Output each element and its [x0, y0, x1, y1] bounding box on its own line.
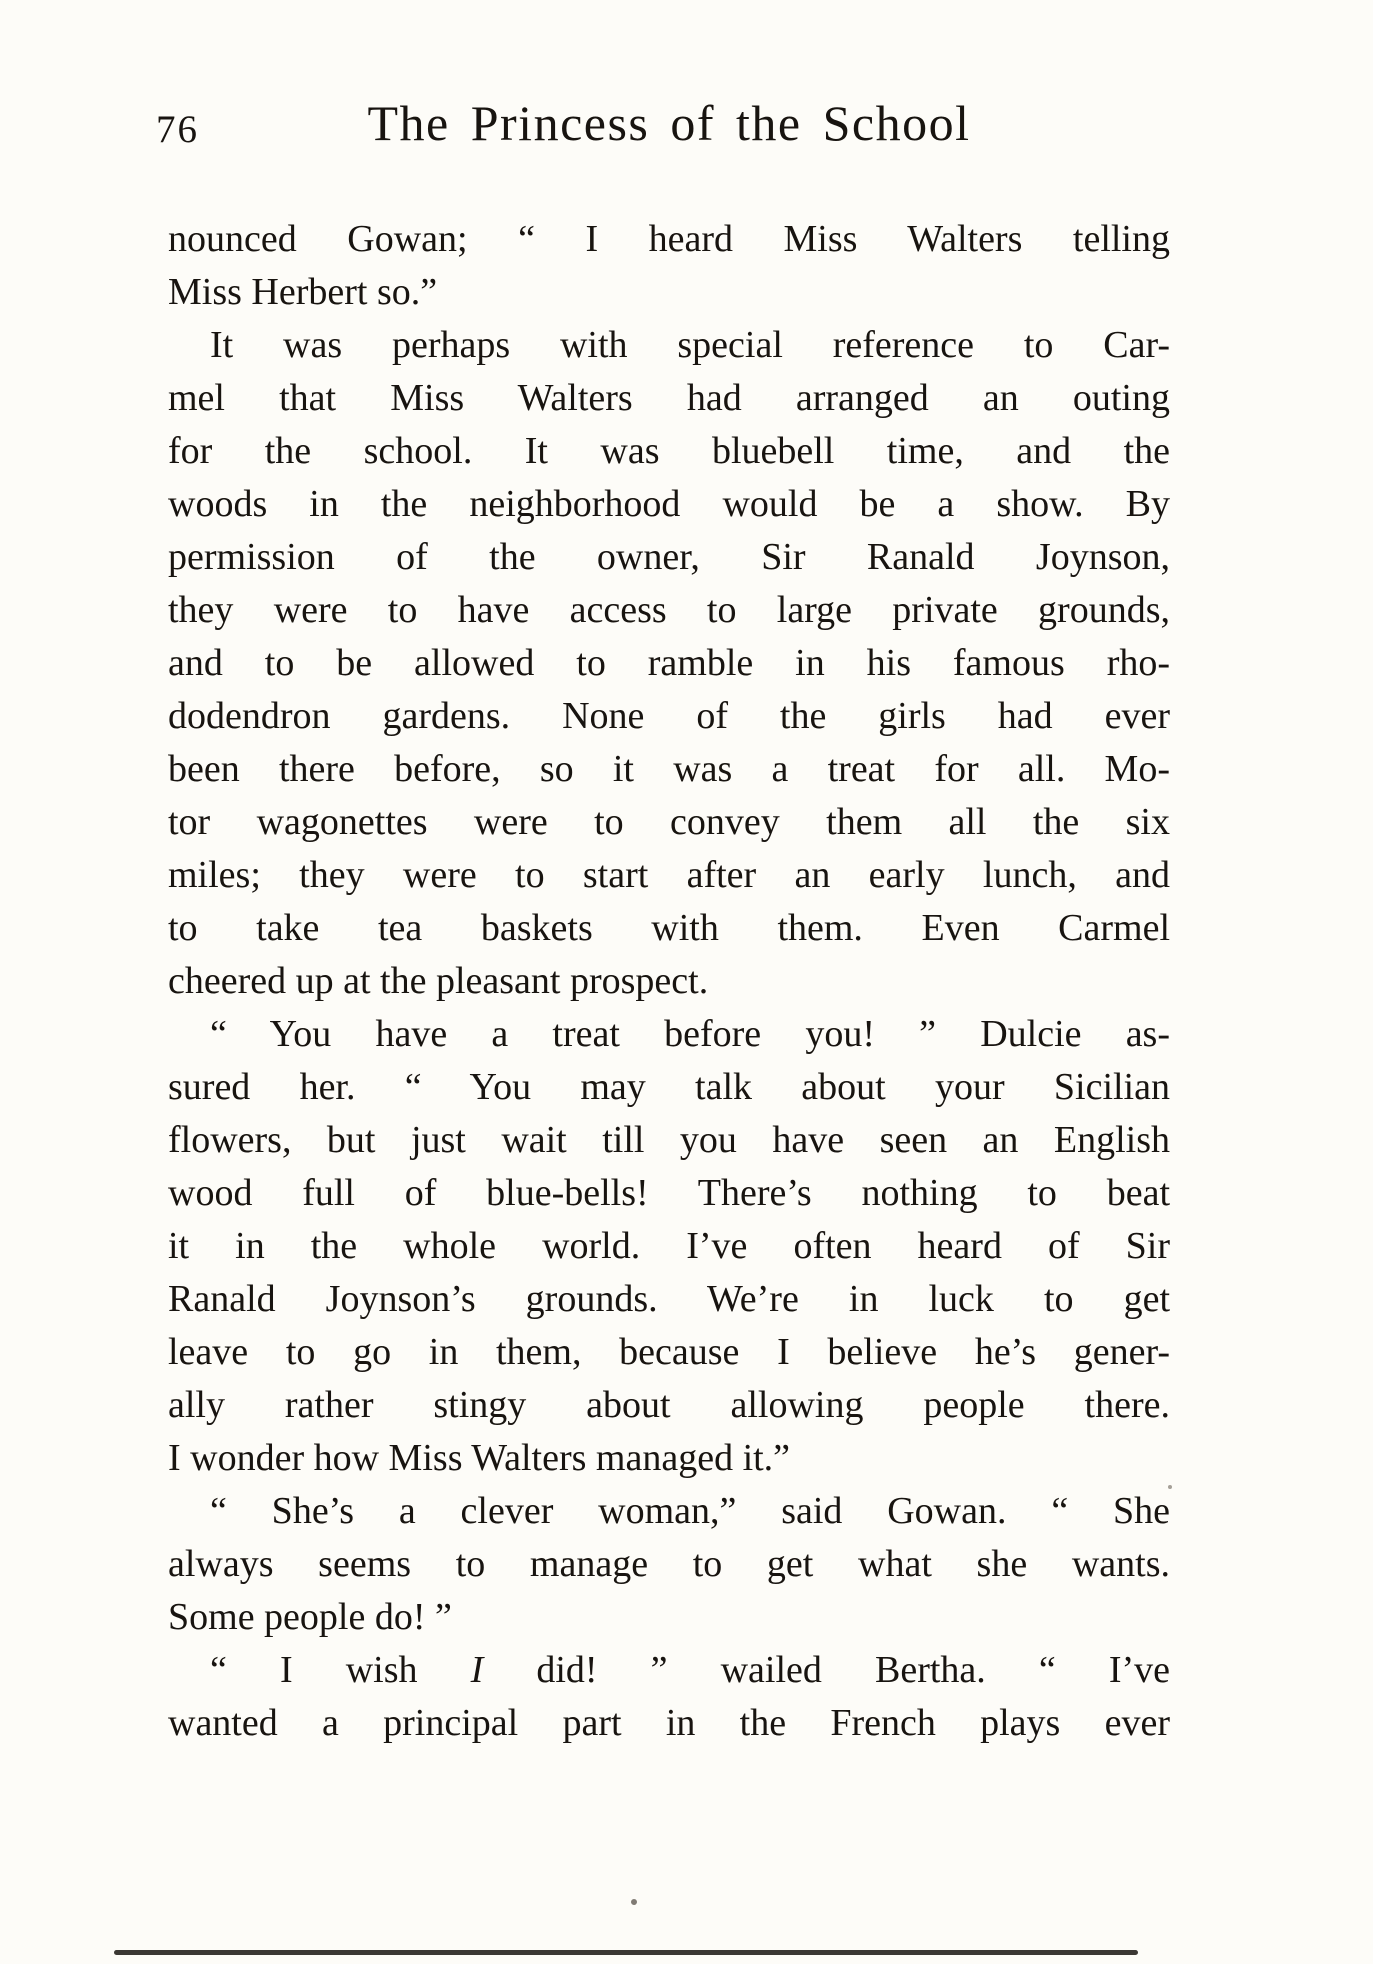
paragraph — [168, 1008, 1170, 1485]
text-line: permission of the owner, Sir Ranald Joynson, — [168, 536, 1170, 578]
paragraph — [168, 319, 1170, 1008]
body-text — [168, 213, 1170, 1750]
scan-artifact-bottom-edge — [114, 1950, 1138, 1955]
text-line: wanted a principal part in the French plays ever — [168, 1702, 1170, 1744]
text-line: it in the whole world. I’ve often heard of Sir — [168, 1225, 1170, 1267]
text-line: ally rather stingy about allowing people there. — [168, 1384, 1170, 1426]
text-line: to take tea baskets with them. Even Carmel — [168, 907, 1170, 949]
text-line: “ I wish I did! ” wailed Bertha. “ I’ve — [210, 1649, 1171, 1691]
text-line: Miss Herbert so.” — [168, 271, 438, 313]
page-header — [156, 94, 1170, 164]
text-line: dodendron gardens. None of the girls had ever — [168, 695, 1170, 737]
text-line: miles; they were to start after an early lunch, and — [168, 854, 1170, 896]
text-line: Some people do! ” — [168, 1596, 452, 1638]
text-line: It was perhaps with special reference to Car- — [210, 324, 1170, 366]
text-line: I wonder how Miss Walters managed it.” — [168, 1437, 791, 1479]
text-line: wood full of blue-bells! There’s nothing to beat — [168, 1172, 1170, 1214]
text-line: nounced Gowan; “ I heard Miss Walters telling — [168, 218, 1170, 260]
scan-artifact-speck — [1168, 1485, 1172, 1489]
text-line: and to be allowed to ramble in his famous rho- — [168, 642, 1170, 684]
page-title: The Princess of the School — [367, 95, 971, 151]
text-line: been there before, so it was a treat for all. Mo- — [168, 748, 1170, 790]
text-line: leave to go in them, because I believe he’s gener- — [168, 1331, 1170, 1373]
text-line: Ranald Joynson’s grounds. We’re in luck to get — [168, 1278, 1170, 1320]
text-line: always seems to manage to get what she wants. — [168, 1543, 1170, 1585]
text-line: they were to have access to large private grounds, — [168, 589, 1170, 631]
paragraph — [168, 1485, 1170, 1644]
scan-artifact-dot — [631, 1899, 637, 1905]
text-line: tor wagonettes were to convey them all the six — [168, 801, 1170, 843]
text-line: cheered up at the pleasant prospect. — [168, 960, 709, 1002]
paragraph — [168, 1644, 1170, 1750]
text-line: for the school. It was bluebell time, and the — [168, 430, 1170, 472]
text-line: flowers, but just wait till you have seen an English — [168, 1119, 1170, 1161]
text-line: “ She’s a clever woman,” said Gowan. “ She — [210, 1490, 1170, 1532]
text-line: “ You have a treat before you! ” Dulcie as- — [210, 1013, 1170, 1055]
paragraph — [168, 213, 1170, 319]
text-line: sured her. “ You may talk about your Sicilian — [168, 1066, 1170, 1108]
page-number: 76 — [156, 108, 199, 151]
text-line: woods in the neighborhood would be a show. By — [168, 483, 1170, 525]
text-line: mel that Miss Walters had arranged an outing — [168, 377, 1170, 419]
